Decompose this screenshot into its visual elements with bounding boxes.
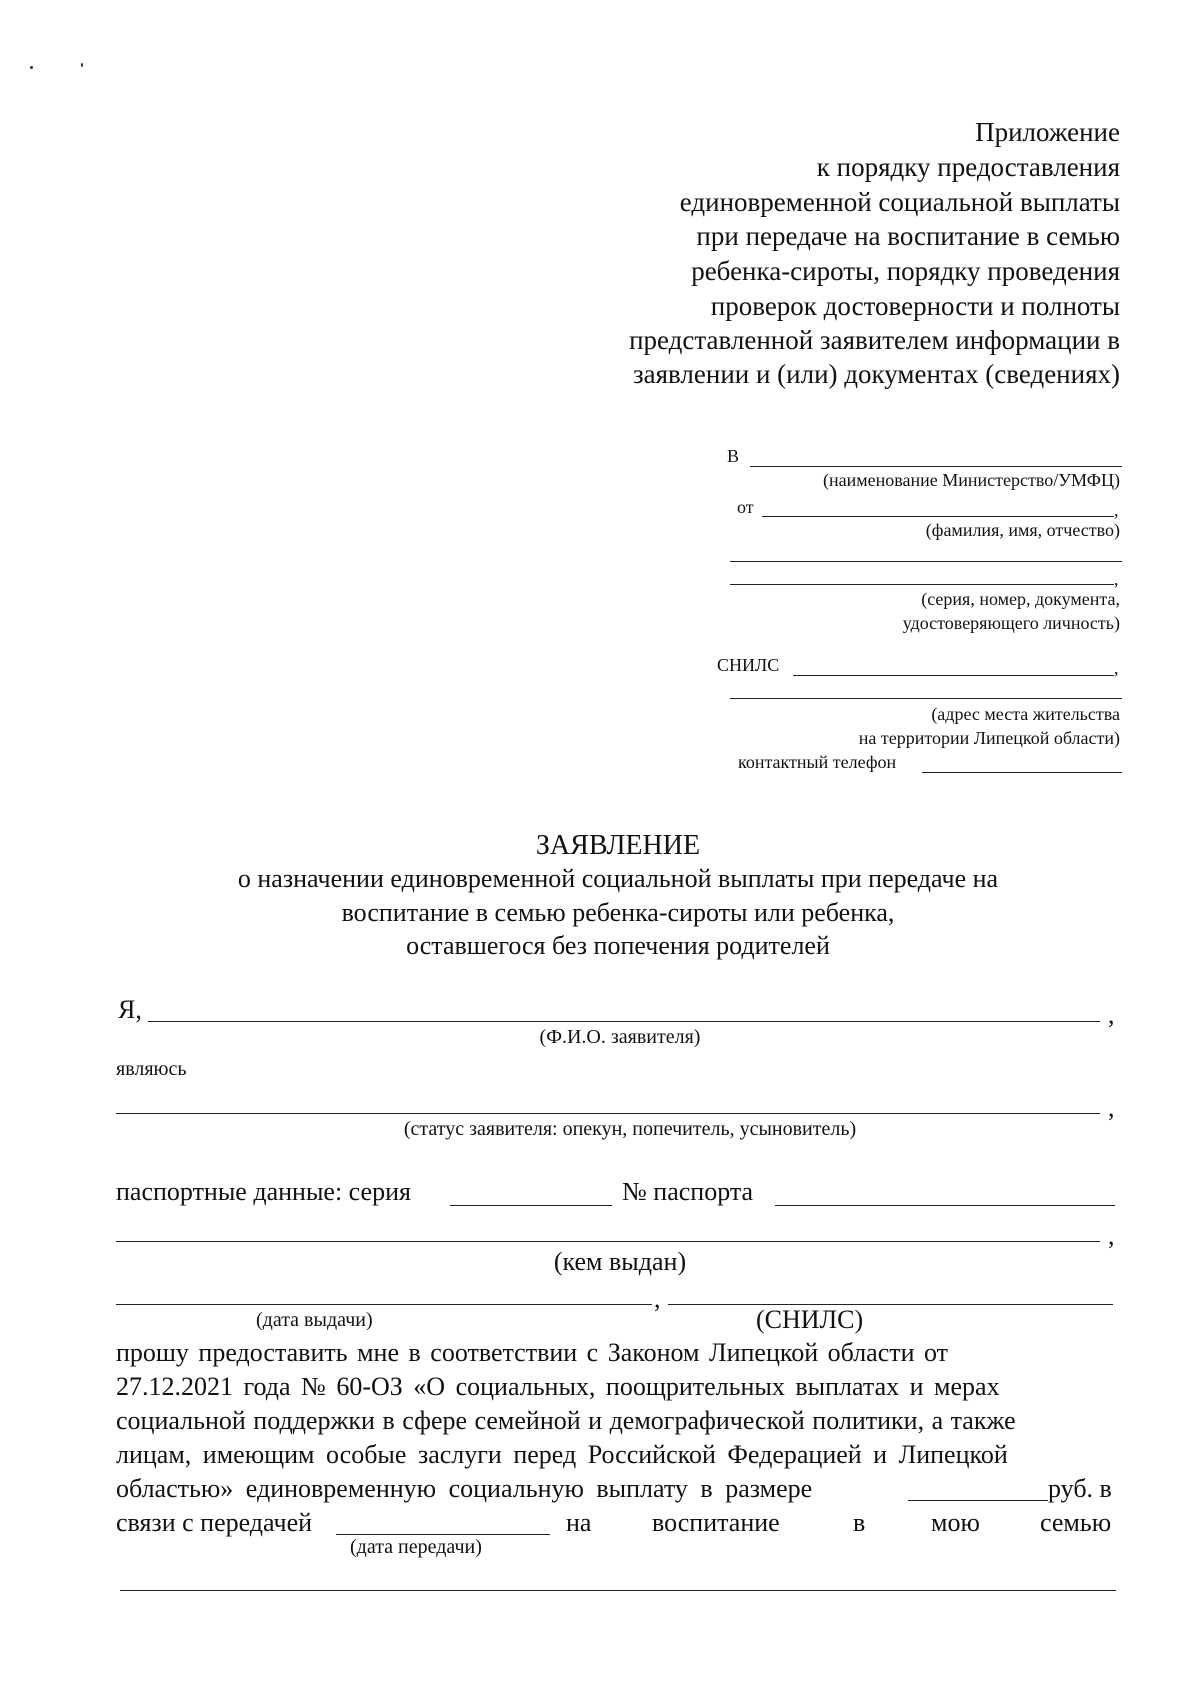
- appendix-line: ребенка-сироты, порядку проведения: [691, 256, 1120, 286]
- statement-subtitle-1: о назначении единовременной социальной выплаты при передаче на: [237, 864, 999, 893]
- phone-label: контактный телефон: [738, 752, 897, 772]
- child-info-field[interactable]: [120, 1590, 1116, 1591]
- issued-by-comma: ,: [1108, 1221, 1115, 1250]
- statement-subtitle-3: оставшегося без попечения родителей: [406, 931, 830, 960]
- body-line-1: прошу предоставить мне в соответствии с Законом Липецкой области от: [116, 1338, 949, 1367]
- form-snils-caption: (СНИЛС): [756, 1305, 864, 1334]
- snils-label: СНИЛС: [717, 655, 780, 675]
- body-line-4: лицам, имеющим особые заслуги перед Российской Федерацией и Липецкой: [116, 1440, 1008, 1469]
- scan-speck: [30, 66, 33, 69]
- issue-date-comma: ,: [654, 1284, 661, 1313]
- issued-by-caption: (кем выдан): [553, 1247, 687, 1276]
- appendix-line: заявлении и (или) документах (сведениях): [632, 359, 1120, 389]
- from-label: от: [737, 497, 754, 517]
- form-snils-field[interactable]: [668, 1304, 1113, 1305]
- status-caption: (статус заявителя: опекун, попечитель, усыновитель): [403, 1118, 857, 1140]
- issue-date-caption: (дата выдачи): [256, 1309, 373, 1331]
- appendix-line: Приложение: [975, 117, 1120, 147]
- passport-series-field[interactable]: [450, 1205, 612, 1206]
- appendix-line: к порядку предоставления: [816, 152, 1120, 182]
- from-comma: ,: [1114, 500, 1119, 520]
- status-comma: ,: [1108, 1093, 1115, 1122]
- body-line-6a: связи с передачей: [116, 1508, 313, 1537]
- body-word: в: [853, 1508, 866, 1537]
- fio-field[interactable]: [148, 1021, 1100, 1022]
- body-line-2: 27.12.2021 года № 60-ОЗ «О социальных, поощрительных выплатах и мерах: [116, 1372, 1000, 1401]
- to-label: В: [727, 446, 740, 466]
- document-field[interactable]: [730, 584, 1114, 585]
- passport-number-label: № паспорта: [622, 1177, 754, 1206]
- to-field[interactable]: [750, 466, 1122, 467]
- body-word: семью: [1040, 1508, 1112, 1537]
- body-line-5b: руб. в: [1048, 1474, 1112, 1503]
- snils-comma: ,: [1114, 658, 1119, 678]
- document-caption-1: (серия, номер, документа,: [921, 589, 1120, 609]
- status-field[interactable]: [116, 1113, 1100, 1114]
- body-word: воспитание: [652, 1508, 780, 1537]
- fio-caption: (Ф.И.О. заявителя): [539, 1026, 701, 1048]
- address-caption-2: на территории Липецкой области): [858, 728, 1120, 748]
- i-label: Я,: [118, 995, 142, 1024]
- appendix-line: единовременной социальной выплаты: [679, 187, 1120, 217]
- document-comma: ,: [1114, 569, 1119, 589]
- body-word: на: [566, 1508, 592, 1537]
- address-field[interactable]: [730, 698, 1122, 699]
- from-caption: (фамилия, имя, отчество): [925, 520, 1120, 540]
- statement-heading: ЗАЯВЛЕНИЕ: [535, 830, 701, 861]
- issued-by-field[interactable]: [116, 1241, 1100, 1242]
- passport-number-field[interactable]: [775, 1205, 1115, 1206]
- amount-field[interactable]: [908, 1500, 1048, 1501]
- document-caption-2: удостоверяющего личность): [902, 613, 1120, 633]
- to-caption: (наименование Министерство/УМФЦ): [823, 470, 1120, 490]
- transfer-date-field[interactable]: [336, 1534, 550, 1535]
- status-label: являюсь: [116, 1058, 187, 1080]
- statement-subtitle-2: воспитание в семью ребенка-сироты или ребенка,: [341, 898, 895, 927]
- snils-field[interactable]: [793, 675, 1114, 676]
- body-word: мою: [931, 1508, 980, 1537]
- from-field[interactable]: [762, 516, 1114, 517]
- phone-field[interactable]: [922, 772, 1122, 773]
- issue-date-field[interactable]: [116, 1304, 652, 1305]
- body-line-3: социальной поддержки в сфере семейной и демографической политики, а также: [116, 1406, 1016, 1435]
- fio-comma: ,: [1108, 1000, 1115, 1029]
- body-line-5a: областью» единовременную социальную выплату в размере: [116, 1474, 813, 1503]
- scan-speck: [81, 63, 83, 67]
- name-field-2[interactable]: [730, 561, 1122, 562]
- appendix-line: проверок достоверности и полноты: [710, 291, 1120, 321]
- appendix-line: представленной заявителем информации в: [629, 325, 1120, 355]
- appendix-line: при передаче на воспитание в семью: [696, 221, 1120, 251]
- passport-series-label: паспортные данные: серия: [116, 1177, 411, 1206]
- transfer-date-caption: (дата передачи): [350, 1536, 482, 1558]
- address-caption-1: (адрес места жительства: [931, 704, 1120, 724]
